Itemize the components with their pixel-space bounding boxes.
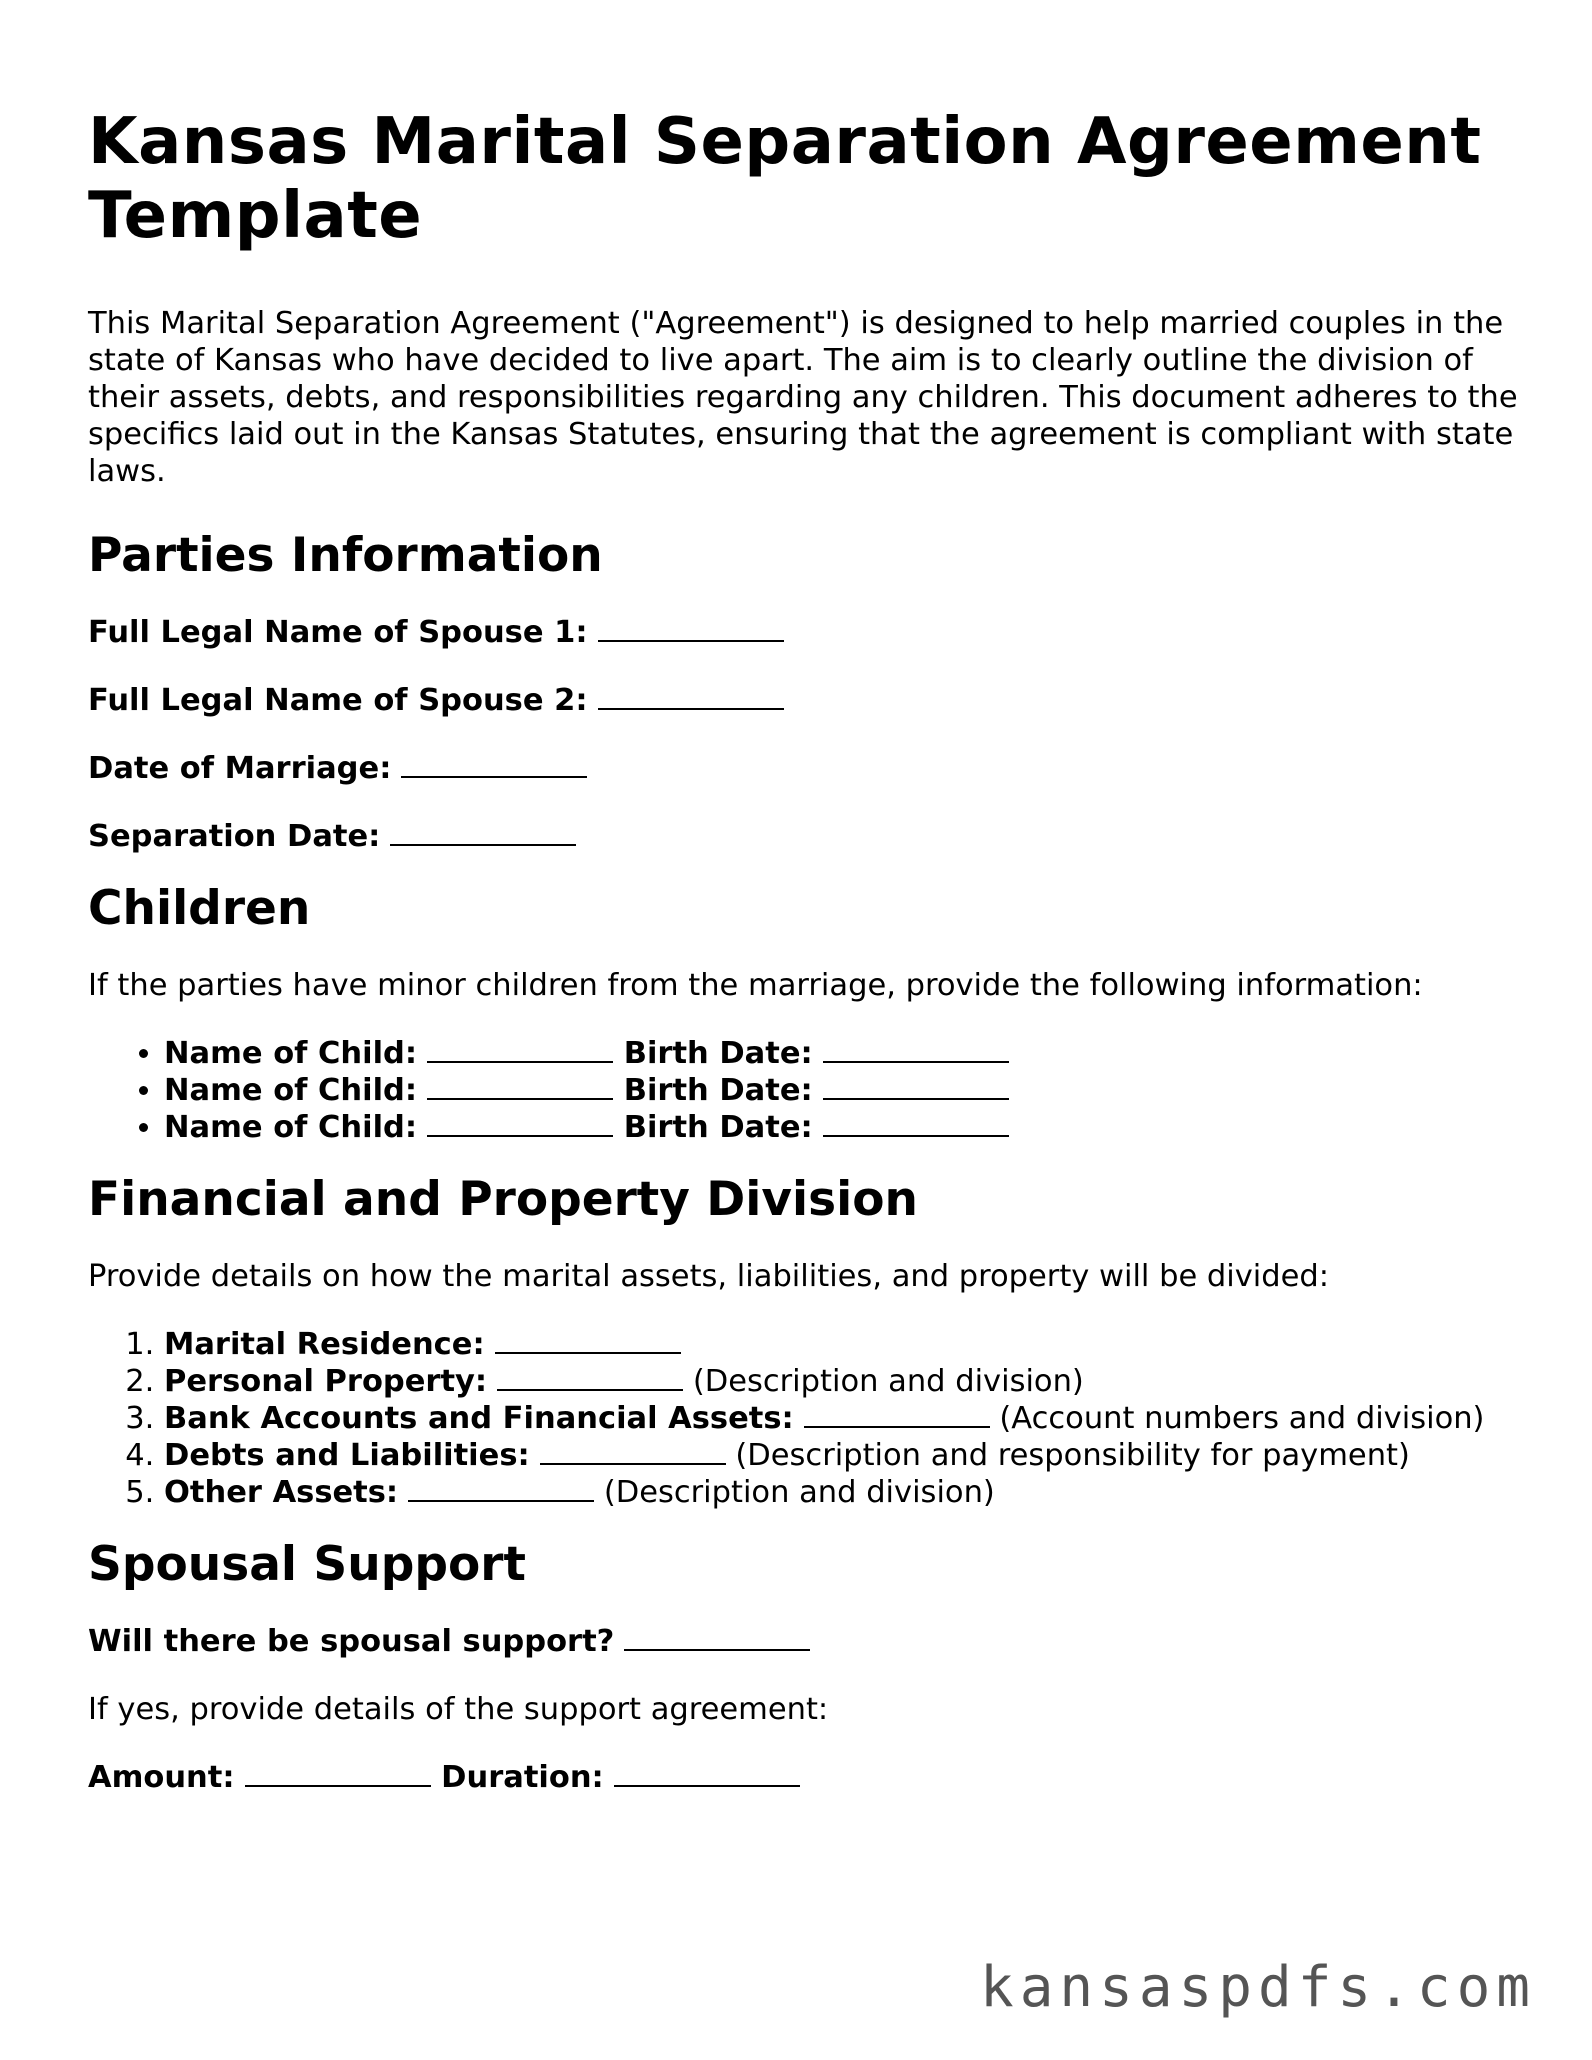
- financial-item-note: (Description and division): [603, 1475, 995, 1510]
- spouse1-label: Full Legal Name of Spouse 1:: [88, 615, 588, 650]
- document-page: [88, 105, 1518, 1796]
- document-title: Kansas Marital Separation Agreement Template: [88, 105, 1482, 253]
- spousal-question-field: [88, 1623, 1518, 1660]
- separation-date-label: Separation Date:: [88, 819, 381, 854]
- financial-item: [164, 1437, 1518, 1474]
- child-birth-blank[interactable]: [823, 1035, 1009, 1063]
- child-birth-label: Birth Date:: [623, 1036, 813, 1071]
- amount-blank[interactable]: [245, 1759, 431, 1787]
- children-heading: Children: [88, 881, 311, 936]
- child-birth-blank[interactable]: [823, 1109, 1009, 1137]
- financial-item-note: (Description and division): [692, 1364, 1084, 1399]
- financial-item-label: Marital Residence:: [164, 1327, 485, 1362]
- duration-label: Duration:: [441, 1760, 604, 1795]
- spouse2-label: Full Legal Name of Spouse 2:: [88, 683, 588, 718]
- child-name-label: Name of Child:: [164, 1036, 418, 1071]
- financial-item: [164, 1363, 1518, 1400]
- financial-item-blank[interactable]: [497, 1363, 683, 1391]
- financial-item-blank[interactable]: [540, 1437, 726, 1465]
- financial-item-blank[interactable]: [804, 1400, 990, 1428]
- marriage-date-field: [88, 750, 1518, 787]
- financial-item-blank[interactable]: [408, 1474, 594, 1502]
- child-birth-blank[interactable]: [823, 1072, 1009, 1100]
- financial-item-blank[interactable]: [495, 1326, 681, 1354]
- financial-item: [164, 1400, 1518, 1437]
- financial-item: [164, 1474, 1518, 1511]
- financial-heading: Financial and Property Division: [88, 1172, 918, 1227]
- marriage-date-blank[interactable]: [401, 750, 587, 778]
- amount-label: Amount:: [88, 1760, 235, 1795]
- children-list: [88, 1035, 1518, 1146]
- spousal-question-label: Will there be spousal support?: [88, 1624, 615, 1659]
- children-instruction: If the parties have minor children from the marriage, provide the following information:: [88, 968, 1423, 1003]
- child-birth-label: Birth Date:: [623, 1073, 813, 1108]
- spousal-instruction: If yes, provide details of the support agreement:: [88, 1692, 829, 1727]
- intro-paragraph: This Marital Separation Agreement ("Agreement") is designed to help married couples in the state of Kansas who have decided to live apart. The aim is to clearly outline the division of their assets, debts, and responsibilities regarding any children. This document adheres to the specifics laid out in the Kansas Statutes, ensuring that the agreement is compliant with state laws.: [88, 306, 1518, 489]
- parties-heading: Parties Information: [88, 528, 603, 583]
- separation-date-blank[interactable]: [390, 818, 576, 846]
- financial-item-label: Personal Property:: [164, 1364, 488, 1399]
- financial-item-label: Debts and Liabilities:: [164, 1438, 530, 1473]
- child-name-label: Name of Child:: [164, 1073, 418, 1108]
- spouse1-blank[interactable]: [598, 614, 784, 642]
- financial-item-label: Other Assets:: [164, 1475, 399, 1510]
- financial-list: [88, 1326, 1518, 1511]
- child-name-label: Name of Child:: [164, 1110, 418, 1145]
- child-name-blank[interactable]: [427, 1072, 613, 1100]
- spousal-heading: Spousal Support: [88, 1537, 526, 1592]
- child-name-blank[interactable]: [427, 1109, 613, 1137]
- child-birth-label: Birth Date:: [623, 1110, 813, 1145]
- financial-item-note: (Account numbers and division): [999, 1401, 1485, 1436]
- child-row: [164, 1035, 1518, 1072]
- marriage-date-label: Date of Marriage:: [88, 751, 392, 786]
- separation-date-field: [88, 818, 1518, 855]
- financial-instruction: Provide details on how the marital assets, liabilities, and property will be divided:: [88, 1259, 1330, 1294]
- child-name-blank[interactable]: [427, 1035, 613, 1063]
- site-watermark: kansaspdfs.com: [979, 1955, 1536, 2020]
- duration-blank[interactable]: [614, 1759, 800, 1787]
- spouse1-field: [88, 614, 1518, 651]
- financial-item-label: Bank Accounts and Financial Assets:: [164, 1401, 794, 1436]
- spouse2-field: [88, 682, 1518, 719]
- financial-item: [164, 1326, 1518, 1363]
- financial-item-note: (Description and responsibility for payment): [735, 1438, 1410, 1473]
- amount-duration-field: [88, 1759, 1518, 1796]
- child-row: [164, 1109, 1518, 1146]
- spousal-question-blank[interactable]: [624, 1623, 810, 1651]
- spouse2-blank[interactable]: [598, 682, 784, 710]
- child-row: [164, 1072, 1518, 1109]
